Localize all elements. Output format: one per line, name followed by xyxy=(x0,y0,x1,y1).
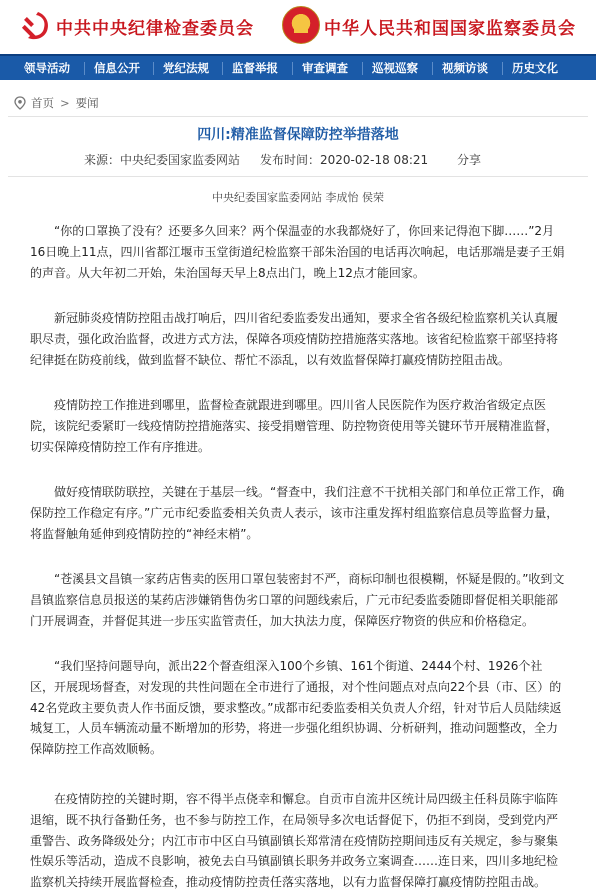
party-emblem-icon xyxy=(16,6,54,44)
breadcrumb-current-link[interactable]: 要闻 xyxy=(75,96,99,110)
article-paragraph: 在疫情防控的关键时期，容不得半点侥幸和懈怠。自贡市自流井区统计局四级主任科员陈宇临阵退缩，既不执行备勤任务，也不参与防控工作，在局领导多次电话督促下，仍拒不到岗，受到党内严重警告、政务降级处分；内江市市中区白马镇副镇长郑常清在疫情防控期间违反有关规定，参与聚集性娱乐等活动，造成不良影响，被免去白马镇副镇长职务并政务立案调查……连日来，四川多地纪检监察机关持续开展监督检查，推动疫情防控责任落实落地，以有力监督保障打赢疫情防控阻击战。 xyxy=(30,792,559,890)
nav-item-investigation[interactable]: 审查调查 xyxy=(302,61,348,75)
nav-separator xyxy=(153,62,154,75)
article-byline: 中央纪委国家监委网站 李成怡 侯荣 xyxy=(212,191,384,204)
article-paragraph: 新冠肺炎疫情防控阻击战打响后，四川省纪委监委发出通知，要求全省各级纪检监察机关认真履职尽责，强化政治监督，改进方式方法，保障各项疫情防控措施落实落地。该省纪检监察干部坚持将纪律挺在防疫前线，做到监督不缺位、帮忙不添乱，以有效监督保障打赢疫情防控阻击战。 xyxy=(30,311,559,367)
nav-separator xyxy=(84,62,85,75)
divider xyxy=(8,176,588,177)
nav-separator xyxy=(362,62,363,75)
nav-item-disclosure[interactable]: 信息公开 xyxy=(94,61,140,75)
divider xyxy=(8,116,588,117)
article-paragraph: 做好疫情联防联控，关键在于基层一线。“督查中，我们注意不干扰相关部门和单位正常工作，确保防控工作稳定有序。”广元市纪委监委相关负责人表示，该市注重发挥村组监察信息员等监督力量，将监督触角延伸到疫情防控的“神经末梢”。 xyxy=(30,485,565,541)
article-paragraph: “苍溪县文昌镇一家药店售卖的医用口罩包装密封不严，商标印制也很模糊，怀疑是假的。”收到文昌镇监察信息员报送的某药店涉嫌销售伪劣口罩的问题线索后，广元市纪委监委随即督促相关职能部门开展调查，并督促其进一步压实监管责任，加大执法力度，保障医疗物资的供应和价格稳定。 xyxy=(30,572,565,628)
article-source: 来源：中央纪委国家监委网站 xyxy=(84,153,241,167)
nav-separator xyxy=(292,62,293,75)
nav-item-history[interactable]: 历史文化 xyxy=(512,61,558,75)
article-title: 四川:精准监督保障防控举措落地 xyxy=(197,127,399,143)
nav-separator xyxy=(502,62,503,75)
article-paragraph: 疫情防控工作推进到哪里，监督检查就跟进到哪里。四川省人民医院作为医疗救治省级定点医院，该院纪委紧盯一线疫情防控措施落实、接受捐赠管理、防控物资使用等关键环节开展精准监督，切实保障疫情防控工作有序推进。 xyxy=(30,398,559,454)
location-pin-icon xyxy=(14,96,26,110)
breadcrumb-separator: > xyxy=(60,96,70,110)
article-time: 发布时间：2020-02-18 08:21 xyxy=(260,153,429,167)
article-paragraph: “你的口罩换了没有？还要多久回来？两个保温壶的水我都烧好了，你回来记得泡下脚……”2月16日晚上11点，四川省都江堰市玉堂街道纪检监察干部朱治国的电话再次响起，电话那端是妻子王娟的声音。从大年初二开始，朱治国每天早上8点出门，晚上12点才能回家。 xyxy=(30,224,565,280)
nav-item-inspection[interactable]: 巡视巡察 xyxy=(372,61,418,75)
national-emblem-icon xyxy=(282,6,320,44)
nav-item-video[interactable]: 视频访谈 xyxy=(442,61,488,75)
nav-separator xyxy=(222,62,223,75)
site-header xyxy=(0,0,596,54)
nsc-title[interactable]: 中华人民共和国国家监察委员会 xyxy=(324,19,576,39)
nav-item-regulations[interactable]: 党纪法规 xyxy=(163,61,209,75)
nav-separator xyxy=(432,62,433,75)
share-button[interactable]: 分享 xyxy=(457,153,482,167)
breadcrumb xyxy=(14,94,99,112)
main-nav xyxy=(0,54,596,80)
breadcrumb-home-link[interactable]: 首页 xyxy=(31,96,54,110)
cpc-ccdi-title[interactable]: 中共中央纪律检查委员会 xyxy=(56,19,254,39)
nav-item-report[interactable]: 监督举报 xyxy=(232,61,278,75)
article-paragraph: “我们坚持问题导向，派出22个督查组深入100个乡镇、161个街道、2444个村、1926个社区，开展现场督查，对发现的共性问题在全市进行了通报，对个性问题点对点向22个县（市、区）的42名党政主要负责人作书面反馈，要求整改。”成都市纪委监委相关负责人介绍，针对节后人员陆续返城复工，人员车辆流动量不断增加的形势，将进一步强化组织协调、分析研判，推动问题整改，全力保障防控工作高效顺畅。 xyxy=(30,659,562,757)
nav-item-leadership[interactable]: 领导活动 xyxy=(24,61,70,75)
